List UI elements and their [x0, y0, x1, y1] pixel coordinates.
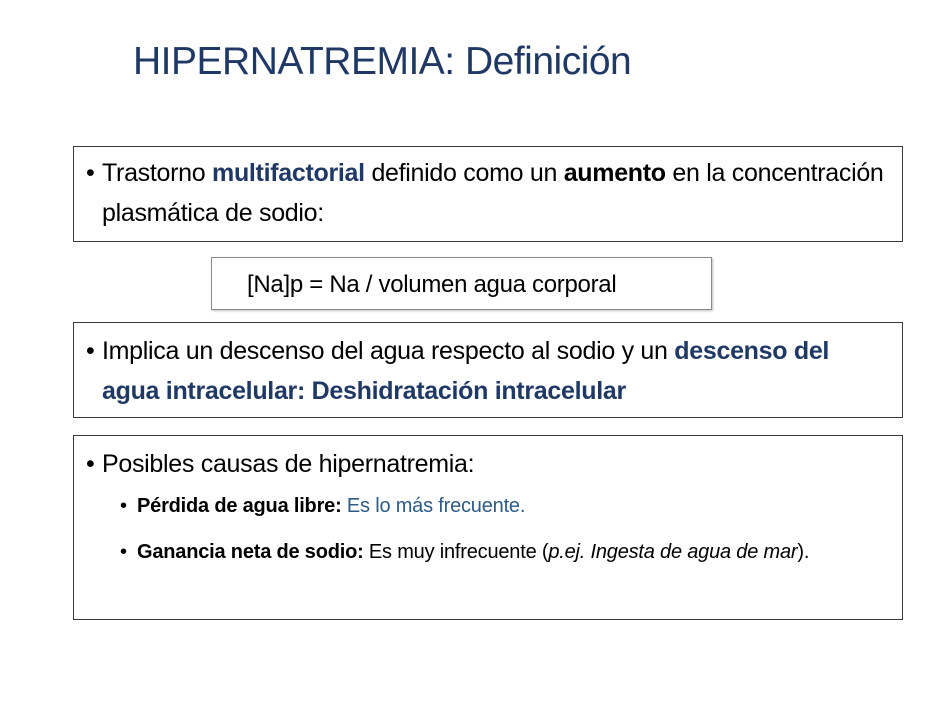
definition-highlight-aumento: aumento — [563, 159, 666, 187]
causes-heading-bullet — [74, 444, 902, 484]
cause-item-free-water-loss — [74, 490, 902, 522]
implication-box — [73, 322, 903, 418]
causes-box — [73, 435, 903, 620]
definition-text-post: en la concentración plasmática de sodio: — [102, 159, 884, 227]
bullet-marker: • — [86, 159, 95, 187]
implication-text-pre: Implica un descenso del agua respecto al sodio y un — [102, 337, 675, 365]
bullet-marker: • — [86, 337, 95, 365]
definition-highlight-multifactorial: multifactorial — [212, 159, 365, 187]
definition-box — [73, 146, 903, 242]
sub-bullet-marker: • — [120, 541, 127, 563]
formula-box: [Na]p = Na / volumen agua corporal — [211, 257, 712, 310]
definition-bullet — [74, 153, 902, 233]
causes-heading: Posibles causas de hipernatremia: — [102, 450, 475, 478]
cause-label: Pérdida de agua libre: — [137, 495, 342, 517]
cause-example: p.ej. Ingesta de agua de mar — [548, 541, 798, 563]
implication-bullet — [74, 331, 902, 411]
slide-title: HIPERNATREMIA: Definición — [133, 40, 632, 83]
cause-text: Es lo más frecuente. — [341, 495, 526, 517]
definition-text-mid: definido como un — [364, 159, 564, 187]
cause-item-sodium-gain — [74, 536, 902, 568]
bullet-marker: • — [86, 450, 95, 478]
cause-text: Es muy infrecuente ( — [363, 541, 549, 563]
implication-highlight: descenso del agua intracelular: Deshidratación intracelular — [102, 337, 830, 405]
definition-text-pre: Trastorno — [102, 159, 213, 187]
sub-bullet-marker: • — [120, 495, 127, 517]
cause-label: Ganancia neta de sodio: — [137, 541, 364, 563]
cause-text-end: ). — [797, 541, 810, 563]
